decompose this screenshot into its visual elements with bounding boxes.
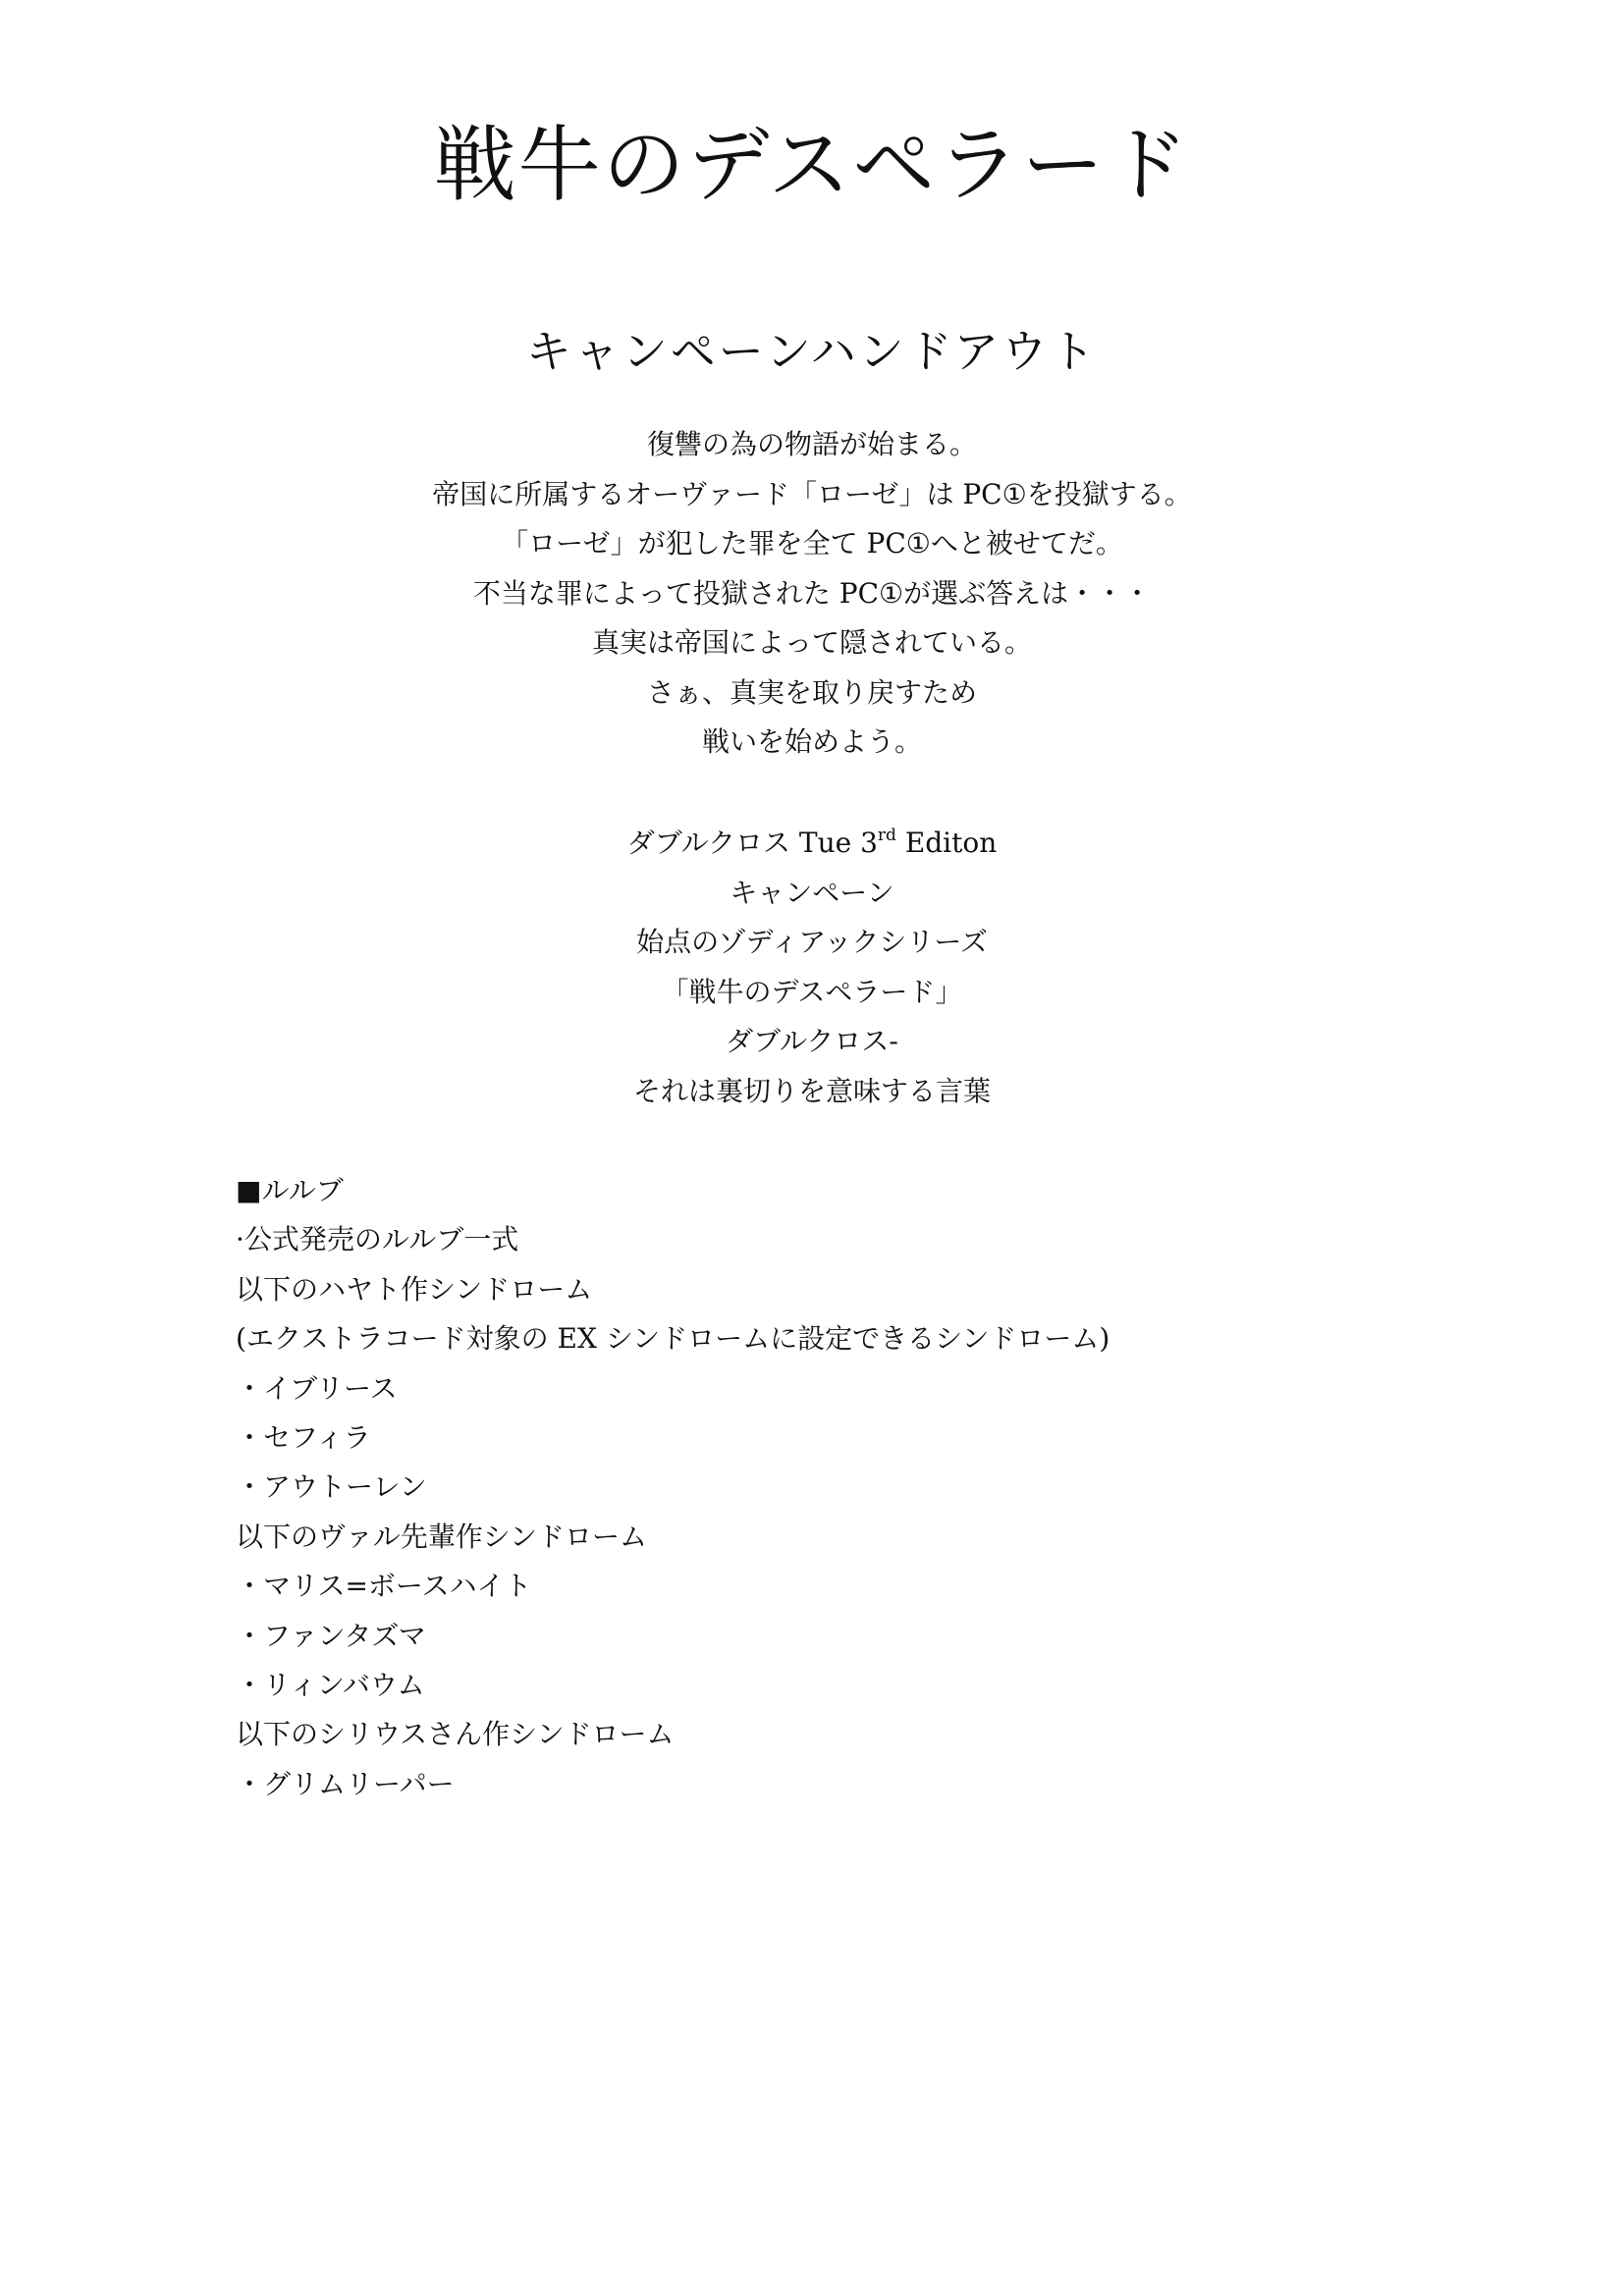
rules-line: (エクストラコード対象の EX シンドロームに設定できるシンドローム) — [236, 1322, 1110, 1356]
rules-line: ・マリス=ボースハイト — [236, 1570, 532, 1603]
rules-line: ・アウトーレン — [236, 1470, 427, 1504]
rules-heading: ■ルルブ — [236, 1174, 344, 1206]
intro-line: 復讐の為の物語が始まる。 — [646, 428, 977, 460]
intro-text — [0, 420, 1624, 768]
edition-ordinal: rd — [877, 825, 896, 845]
intro-line: さぁ、真実を取り戻すため — [646, 675, 977, 709]
intro-line: 「ローゼ」が犯した罪を全て PC①へと被せてだ。 — [501, 527, 1123, 560]
document-title: 戦牛のデスペラード — [433, 117, 1191, 213]
rules-line: ·公式発売のルルブ一式 — [236, 1223, 519, 1256]
rules-line: 以下のハヤト作シンドローム — [236, 1272, 593, 1306]
handout-heading: キャンペーンハンドアウト — [525, 325, 1099, 378]
intro-line: 帝国に所属するオーヴァード「ローゼ」は PC①を投獄する。 — [432, 477, 1192, 510]
credits-line: キャンペーン — [730, 876, 894, 909]
intro-line: 不当な罪によって投獄された PC①が選ぶ答えは・・・ — [472, 576, 1152, 610]
intro-line: 真実は帝国によって隠されている。 — [591, 626, 1032, 659]
credits-line: 「戦牛のデスペラード」 — [661, 975, 963, 1008]
credits-line: それは裏切りを意味する言葉 — [632, 1074, 991, 1107]
edition-line — [0, 819, 1624, 869]
credits-block — [0, 819, 1624, 1116]
credits-line: ダブルクロス- — [726, 1025, 898, 1057]
edition-prefix: ダブルクロス Tue 3 — [626, 827, 878, 859]
rules-line: ・ファンタズマ — [236, 1619, 426, 1652]
rules-line: ・リィンバウム — [236, 1669, 425, 1702]
edition-suffix: Editon — [895, 827, 998, 859]
rules-line: ・イブリース — [236, 1371, 398, 1405]
intro-line: 戦いを始めよう。 — [701, 725, 922, 758]
credits-line: 始点のゾディアックシリーズ — [636, 926, 988, 958]
rules-line: 以下のヴァル先輩作シンドローム — [236, 1520, 648, 1553]
rules-section — [236, 1166, 1110, 1809]
rules-line: ・セフィラ — [236, 1421, 371, 1455]
rules-line: 以下のシリウスさん作シンドローム — [236, 1718, 675, 1751]
rules-line: ・グリムリーパー — [236, 1767, 455, 1800]
